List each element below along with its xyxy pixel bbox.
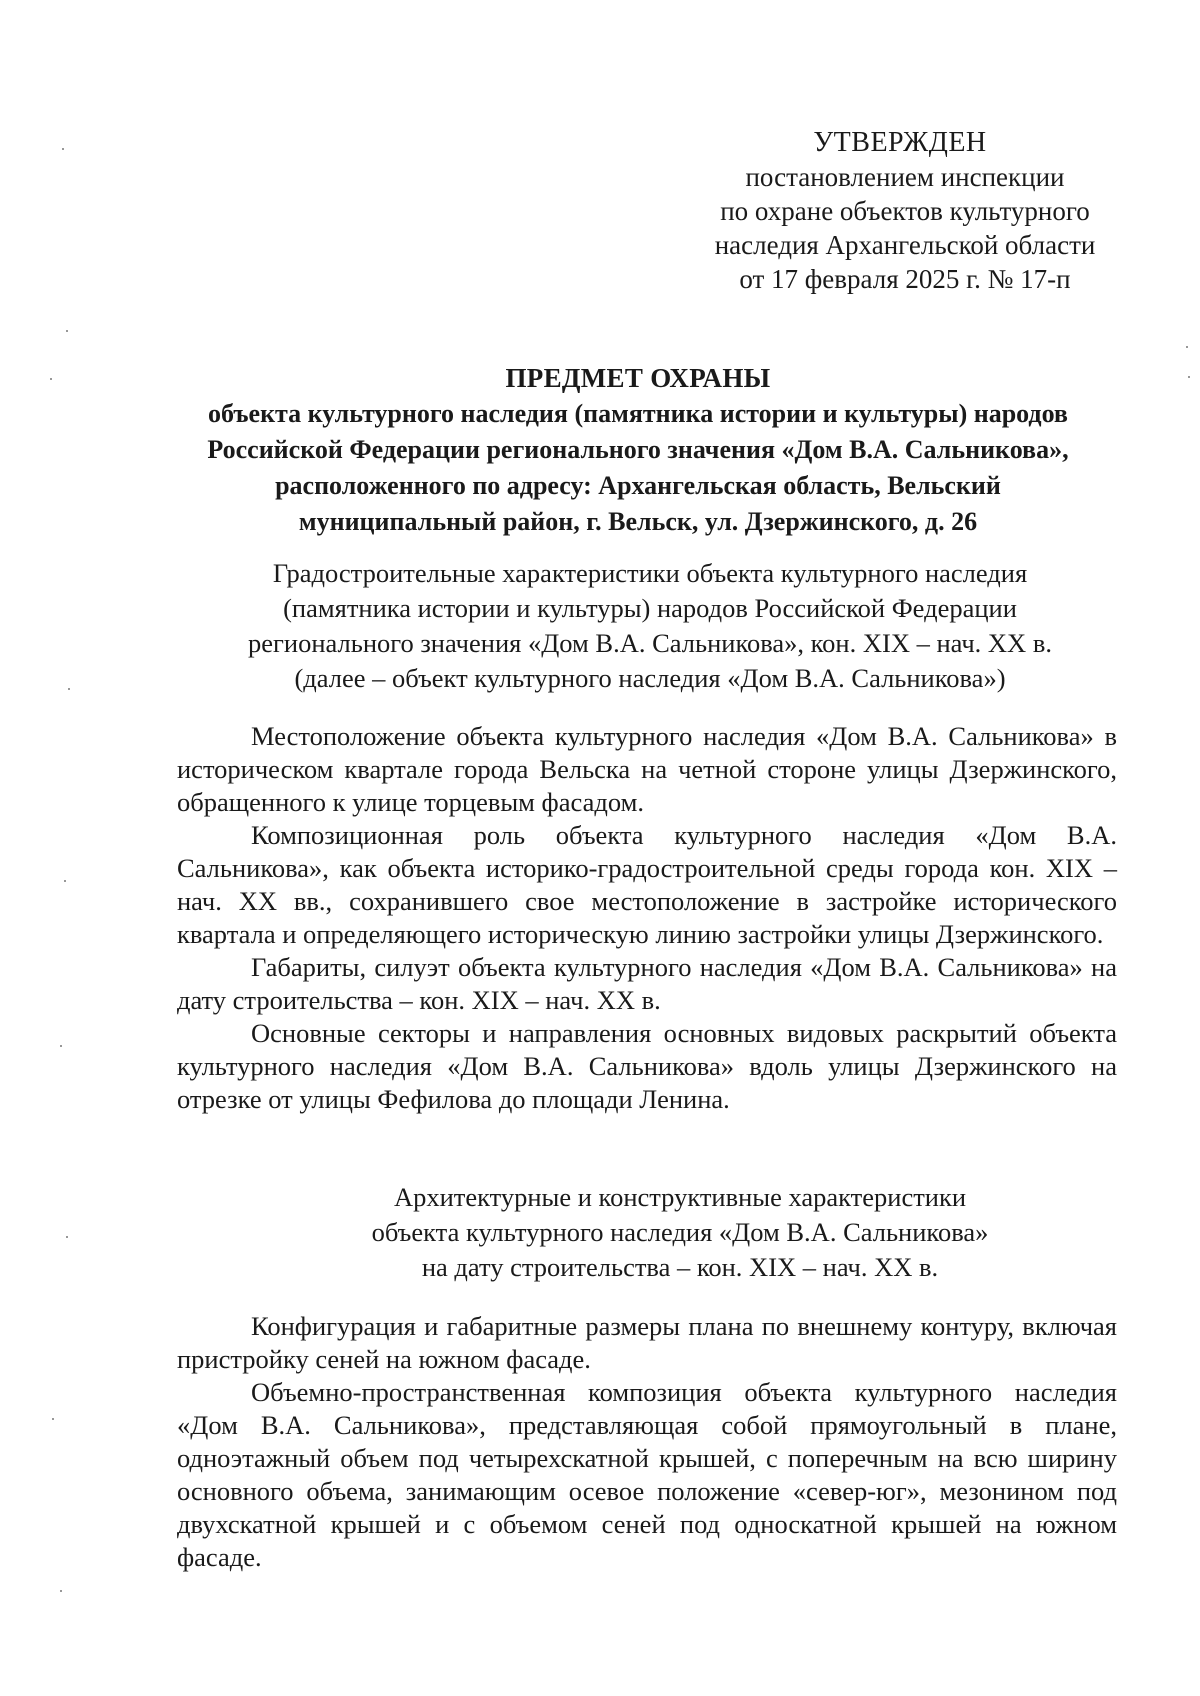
scan-speck: [60, 1045, 62, 1047]
title-line: объекта культурного наследия (памятника истории и культуры) народов: [208, 399, 1068, 428]
scan-speck: [66, 330, 68, 332]
approval-stamp-block: [690, 126, 1120, 296]
approval-line: постановлением инспекции: [745, 162, 1065, 192]
scan-speck: [64, 880, 66, 882]
section-body-architecture: [177, 1310, 1117, 1574]
section-heading-line: на дату строительства – кон. XIX – нач. XX в.: [421, 1252, 939, 1282]
scan-speck: [52, 1418, 54, 1420]
section-heading-line: регионального значения «Дом В.А. Сальникова», кон. XIX – нач. XX в.: [248, 628, 1052, 658]
title-line: Российской Федерации регионального значения «Дом В.А. Сальникова»,: [207, 435, 1069, 464]
scan-speck: [50, 378, 52, 380]
scan-speck: [62, 148, 64, 150]
section-heading-urban: [190, 556, 1110, 696]
approval-heading: УТВЕРЖДЕН: [813, 127, 987, 158]
section-heading-line: Архитектурные и конструктивные характеристики: [393, 1182, 967, 1212]
approval-line: по охране объектов культурного: [720, 196, 1090, 226]
paragraph-view-sectors: Основные секторы и направления основных видовых раскрытий объекта культурного наследия «Дом В.А. Сальникова» вдоль улицы Дзержинского на отрезке от улицы Фефилова до площади Ленина.: [177, 1018, 1117, 1114]
title-main: ПРЕДМЕТ ОХРАНЫ: [505, 363, 771, 393]
scan-speck: [60, 1590, 62, 1592]
section-body-urban: [177, 720, 1117, 1116]
title-line: расположенного по адресу: Архангельская область, Вельский: [275, 471, 1001, 500]
paragraph-configuration: Конфигурация и габаритные размеры плана по внешнему контуру, включая пристройку сеней на южном фасаде.: [177, 1311, 1117, 1374]
paragraph-composition-role: Композиционная роль объекта культурного наследия «Дом В.А. Сальникова», как объекта историко-градостроительной среды города кон. XIX – нач. XX вв., сохранившего свое местоположение в застройке исторического квартала и определяющего историческую линию застройки улицы Дзержинского.: [177, 820, 1117, 949]
scan-speck: [1186, 346, 1188, 348]
approval-line: наследия Архангельской области: [714, 230, 1096, 260]
section-heading-architecture: [300, 1180, 1060, 1285]
section-heading-line: объекта культурного наследия «Дом В.А. Сальникова»: [371, 1217, 989, 1247]
section-heading-line: (далее – объект культурного наследия «Дом В.А. Сальникова»): [294, 663, 1006, 693]
title-line: муниципальный район, г. Вельск, ул. Дзержинского, д. 26: [298, 507, 978, 536]
scan-speck: [66, 1236, 68, 1238]
document-title: [150, 360, 1126, 540]
section-heading-line: (памятника истории и культуры) народов Российской Федерации: [283, 593, 1017, 623]
paragraph-volume-composition: Объемно-пространственная композиция объекта культурного наследия «Дом В.А. Сальникова», представляющая собой прямоугольный в плане, одноэтажный объем под четырехскатной крышей, с поперечным на всю ширину основного объема, занимающим осевое положение «север-юг», мезонином под двухскатной крышей и с объемом сеней под односкатной крышей на южном фасаде.: [177, 1377, 1117, 1572]
approval-line: от 17 февраля 2025 г. № 17-п: [739, 264, 1071, 294]
scan-speck: [1188, 376, 1190, 378]
paragraph-dimensions: Габариты, силуэт объекта культурного наследия «Дом В.А. Сальникова» на дату строительства – кон. XIX – нач. XX в.: [177, 952, 1117, 1015]
paragraph-location: Местоположение объекта культурного наследия «Дом В.А. Сальникова» в историческом квартале города Вельска на четной стороне улицы Дзержинского, обращенного к улице торцевым фасадом.: [177, 721, 1117, 817]
section-heading-line: Градостроительные характеристики объекта культурного наследия: [272, 558, 1028, 588]
scan-speck: [68, 688, 70, 690]
